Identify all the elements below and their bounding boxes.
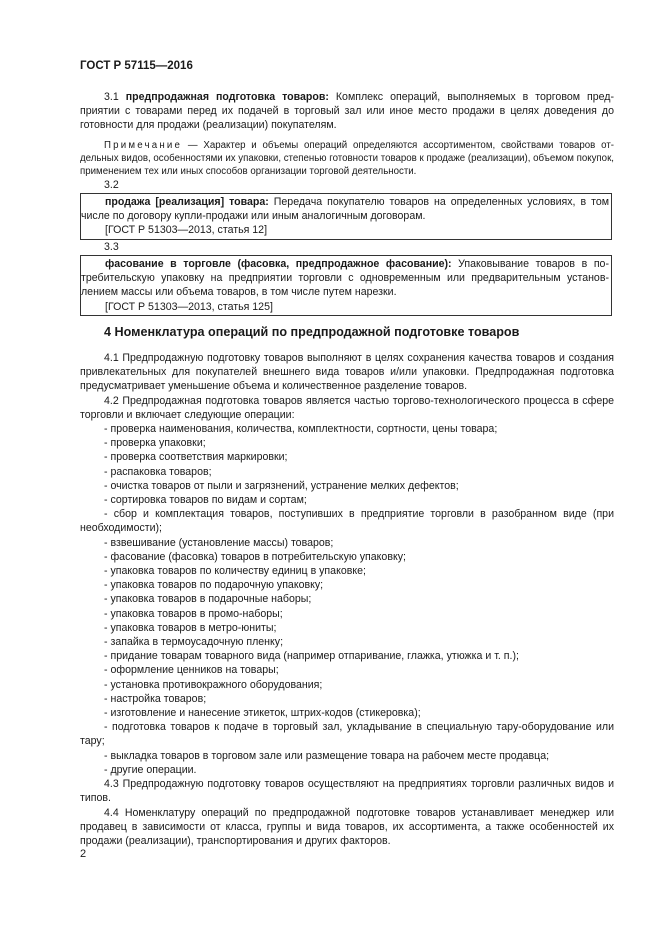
list-item: - оформление ценников на товары; xyxy=(104,664,279,677)
def-term: предпродажная подготовка товаров: xyxy=(125,91,329,103)
list-item: - упаковка товаров в метро-юниты; xyxy=(104,621,277,634)
doc-header: ГОСТ Р 57115—2016 xyxy=(80,60,193,72)
list-item: - подготовка товаров к подаче в торговый зал, укладывание в специальную тару-оборудование или тару; xyxy=(80,721,614,748)
definition-box-3-3 xyxy=(80,255,612,316)
note-block xyxy=(80,139,614,178)
def-reference: [ГОСТ Р 51303—2013, статья 12] xyxy=(105,224,268,237)
def-text: Передача покупателю товаров на определенных условиях, в том числе по договору купли-продажи или иным аналогичным договорам. xyxy=(81,196,610,223)
def-text: Комплекс операций, выполняемых в торговом предприятии с товарами перед их подачей в торговый зал или иное место продажи в целях доведения до готовности для продажи (реализации) покупателям. xyxy=(80,91,614,132)
list-item: - выкладка товаров в торговом зале или размещение товара на рабочем месте продавца; xyxy=(104,749,550,762)
section-4-heading: 4 Номенклатура операций по предпродажной подготовке товаров xyxy=(104,325,520,339)
list-item: - проверка соответствия маркировки; xyxy=(104,451,288,464)
paragraph-4-1: 4.1 Предпродажную подготовку товаров выполняют в целях сохранения качества товаров и создания привлекательных для покупателей внешнего вида товаров и/или упаковки. Предпродажная подготовка предусматривает уменьшение объема и количественное разделение товаров. xyxy=(80,352,614,393)
def-text: Упаковывание товаров в потребительскую упаковку на предприятии торговли с одновременным или предварительным установлением массы или объема товаров, в том числе путем нарезки. xyxy=(81,258,609,299)
list-item: - упаковка товаров по подарочную упаковку; xyxy=(104,579,324,592)
note-text: — Характер и объемы операций определяются ассортиментом, свойствами товаров отдельных видов, особенностями их упаковки, степенью готовности товаров к продаже (реализации), объемом покупок, применением тех или иных способов организации торговой деятельности. xyxy=(80,140,614,177)
def-reference: [ГОСТ Р 51303—2013, статья 125] xyxy=(105,300,273,313)
list-item: - сортировка товаров по видам и сортам; xyxy=(104,494,307,507)
list-item: - проверка наименования, количества, комплектности, сортности, цены товара; xyxy=(104,423,498,436)
section-4-body xyxy=(80,351,614,848)
note-label: Примечание xyxy=(104,140,183,151)
list-item: - взвешивание (установление массы) товаров; xyxy=(104,536,334,549)
def-number-3-2: 3.2 xyxy=(104,179,119,191)
definition-3-1 xyxy=(80,90,614,133)
def-term: продажа [реализация] товара: xyxy=(105,196,269,208)
list-item: - изготовление и нанесение этикеток, штрих-кодов (стикеровка); xyxy=(104,707,421,720)
list-item: - очистка товаров от пыли и загрязнений, устранение мелких дефектов; xyxy=(104,479,459,492)
list-item: - упаковка товаров в подарочные наборы; xyxy=(104,593,312,606)
list-item: - установка противокражного оборудования; xyxy=(104,678,323,691)
list-item: - фасование (фасовка) товаров в потребительскую упаковку; xyxy=(104,550,406,563)
list-item: - запайка в термоусадочную пленку; xyxy=(104,636,284,649)
list-item: - другие операции. xyxy=(104,763,197,776)
definition-box-3-2 xyxy=(80,193,612,240)
list-item: - сбор и комплектация товаров, поступивших в предприятие торговли в разобранном виде (при необходимости); xyxy=(80,508,614,535)
page-number: 2 xyxy=(80,848,87,860)
paragraph-4-2: 4.2 Предпродажная подготовка товаров является частью торгово-технологического процесса в сфере торговли и включает следующие операции: xyxy=(80,394,614,421)
paragraph-4-4: 4.4 Номенклатуру операций по предпродажной подготовке товаров устанавливает менеджер или продавец в зависимости от класса, группы и вида товаров, их ассортимента, а также особенностей их продажи (реализации), транспортирования и других факторов. xyxy=(80,806,614,847)
list-item: - упаковка товаров по количеству единиц в упаковке; xyxy=(104,565,366,578)
list-item: - упаковка товаров в промо-наборы; xyxy=(104,607,283,620)
def-number: 3.1 xyxy=(104,91,119,103)
paragraph-4-3: 4.3 Предпродажную подготовку товаров осуществляют на предприятиях торговли различных видов и типов. xyxy=(80,778,614,805)
def-term: фасование в торговле (фасовка, предпродажное фасование): xyxy=(105,258,452,270)
operations-list xyxy=(80,422,614,777)
list-item: - настройка товаров; xyxy=(104,692,207,705)
list-item: - распаковка товаров; xyxy=(104,465,212,478)
def-number-3-3: 3.3 xyxy=(104,241,119,253)
list-item: - проверка упаковки; xyxy=(104,437,206,450)
list-item: - придание товарам товарного вида (например отпаривание, глажка, утюжка и т. п.); xyxy=(104,650,519,663)
